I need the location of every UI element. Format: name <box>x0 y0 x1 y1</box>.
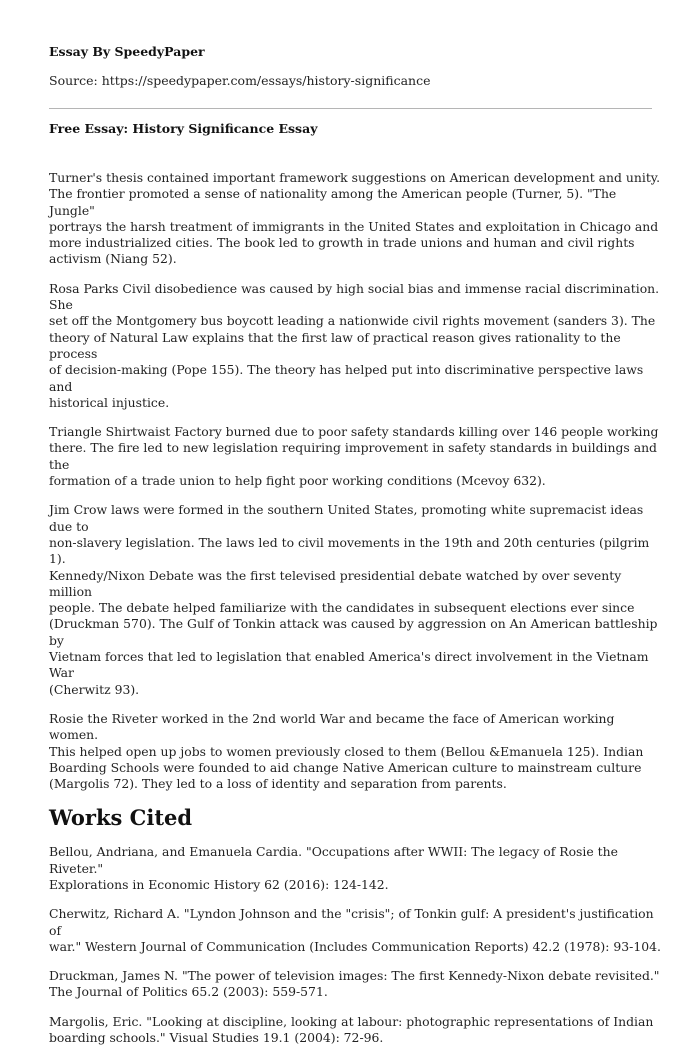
document-header-title: Essay By SpeedyPaper <box>49 44 205 59</box>
essay-paragraph: Rosie the Riveter worked in the 2nd world War and became the face of American working women. This helped open up jobs to women previously closed to them (Bellou &Emanuela 125). Indian Boarding Schools were founded to aid change Native American culture to mainstream culture (Margolis 72). They led to a loss of identity and separation from parents. <box>49 710 644 792</box>
citation-entry: Druckman, James N. "The power of television images: The first Kennedy-Nixon debate revisited." The Journal of Politics 65.2 (2003): 559-571. <box>49 968 660 1000</box>
citation-entry: Cherwitz, Richard A. "Lyndon Johnson and the "crisis"; of Tonkin gulf: A president's justification of war." Western Journal of Communication (Includes Communication Reports) 42.2 (1978): 93-104. <box>49 906 661 954</box>
header-divider <box>49 108 652 109</box>
works-cited-heading: Works Cited <box>49 805 193 831</box>
essay-body <box>49 170 661 1059</box>
essay-title: Free Essay: History Significance Essay <box>49 121 318 136</box>
essay-paragraph: Rosa Parks Civil disobedience was caused by high social bias and immense racial discrimination. She set off the Montgomery bus boycott leading a nationwide civil rights movement (sanders 3). The theory of Natural Law explains that the first law of practical reason gives rationality to the process of decision-making (Pope 155). The theory has helped put into discriminative perspective laws and historical injustice. <box>49 280 660 410</box>
essay-paragraph: Jim Crow laws were formed in the southern United States, promoting white supremacist ideas due to non-slavery legislation. The laws led to civil movements in the 19th and 20th centuries (pilgrim 1). Kennedy/Nixon Debate was the first televised presidential debate watched by over seventy million people. The debate helped familiarize with the candidates in subsequent elections ever since (Druckman 570). The Gulf of Tonkin attack was caused by aggression on An American battleship by Vietnam forces that led to legislation that enabled America's direct involvement in the Vietnam War (Cherwitz 93). <box>49 502 658 697</box>
document-source-line: Source: https://speedypaper.com/essays/history-significance <box>49 73 431 88</box>
essay-paragraph: Turner's thesis contained important framework suggestions on American development and unity. The frontier promoted a sense of nationality among the American people (Turner, 5). "The Jungle" portrays the harsh treatment of immigrants in the United States and exploitation in Chicago and more industrialized cities. The book led to growth in trade unions and human and civil rights activism (Niang 52). <box>49 170 661 267</box>
citation-entry: Bellou, Andriana, and Emanuela Cardia. "Occupations after WWII: The legacy of Rosie the Riveter." Explorations in Economic History 62 (2016): 124-142. <box>49 844 618 892</box>
citation-entry: Margolis, Eric. "Looking at discipline, looking at labour: photographic representations of Indian boarding schools." Visual Studies 19.1 (2004): 72-96. <box>49 1013 654 1046</box>
essay-paragraph: Triangle Shirtwaist Factory burned due to poor safety standards killing over 146 people working there. The fire led to new legislation requiring improvement in safety standards in buildings and the formation of a trade union to help fight poor working conditions (Mcevoy 632). <box>49 424 659 489</box>
